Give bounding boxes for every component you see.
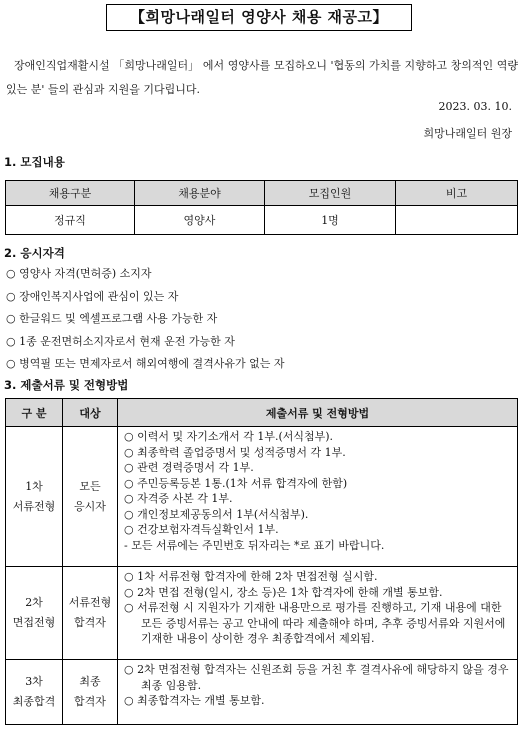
stage-cell: 2차 면접전형 [6,567,63,660]
list-item: ○ 주민등록등본 1통.(1차 서류 합격자에 한함) [124,476,348,490]
signature: 희망나래일터 원장 [423,127,512,140]
list-item: ○ 한글워드 및 엑셀프로그램 사용 가능한 자 [6,312,218,325]
recruitment-table [5,180,518,235]
list-item: ○ 1종 운전면허소지자로서 현재 운전 가능한 자 [6,334,235,348]
list-item: ○ 영양사 자격(면허증) 소지자 [6,267,152,280]
stage-cell: 3차 최종합격 [6,660,63,725]
section-heading-documents: 3. 제출서류 및 전형방법 [4,378,129,392]
col-header: 채용분야 [135,181,265,206]
col-header: 구 분 [6,399,63,427]
table-cell [396,206,518,235]
col-header: 대상 [63,399,118,427]
list-item: ○ 최종합격자는 개별 통보함. [124,694,265,707]
list-item: ○ 서류전형 시 지원자가 기재한 내용만으로 평가를 진행하고, 기재 내용에 대한 모든 증빙서류는 공고 안내에 따라 제출해야 하며, 추후 증빙서류와 지원서에 기재한 내용이 상이한 경우 최종합격에서 제외됨. [124,601,506,645]
list-item: ○ 최종학력 졸업증명서 및 성적증명서 각 1부. [124,445,346,459]
process-table [5,398,518,725]
list-item: ○ 1차 서류전형 합격자에 한해 2차 면접전형 실시함. [124,570,378,583]
notice-date: 2023. 03. 10. [438,100,512,113]
table-row [6,660,518,725]
section-heading-recruitment: 1. 모집내용 [4,155,65,169]
documents-cell [118,660,518,725]
list-item: - 모든 서류에는 주민번호 뒤자리는 *로 표기 바랍니다. [124,538,385,552]
list-item: ○ 병역필 또는 면제자로서 해외여행에 결격사유가 없는 자 [6,357,285,370]
section-heading-qualifications: 2. 응시자격 [4,246,65,260]
table-cell: 영양사 [135,206,265,235]
table-cell: 정규직 [6,206,135,235]
list-item: ○ 자격증 사본 각 1부. [124,492,233,505]
col-header: 채용구분 [6,181,135,206]
list-item: ○ 2차 면접 전형(일시, 장소 등)은 1차 합격자에 한해 개별 통보함. [124,585,443,599]
documents-cell [118,427,518,567]
table-cell: 1명 [265,206,396,235]
notice-title: 【희망나래일터 영양사 채용 재공고】 [106,4,412,31]
table-row [6,567,518,660]
col-header: 비고 [396,181,518,206]
list-item: ○ 2차 면접전형 합격자는 신원조회 등을 거친 후 결격사유에 해당하지 않을 경우 최종 임용함. [124,663,509,692]
list-item: ○ 이력서 및 자기소개서 각 1부.(서식첨부). [124,430,334,443]
list-item: ○ 관련 경력증명서 각 1부. [124,461,254,474]
qualification-list [6,263,284,376]
table-row [6,427,518,567]
list-item: ○ 장애인복지사업에 관심이 있는 자 [6,289,179,303]
intro-paragraph: 장애인직업재활시설 「희망나래일터」 에서 영양사를 모집하오니 '협동의 가치를 지향하고 창의적인 역량 있는 분' 들의 관심과 지원을 기다립니다. [6,59,518,96]
list-item: ○ 개인정보제공동의서 1부(서식첨부). [124,507,309,521]
target-cell: 최종 합격자 [63,660,118,725]
target-cell: 모든 응시자 [63,427,118,567]
col-header: 제출서류 및 전형방법 [118,399,518,427]
documents-cell [118,567,518,660]
list-item: ○ 건강보험자격득실확인서 1부. [124,523,279,536]
target-cell: 서류전형 합격자 [63,567,118,660]
stage-cell: 1차 서류전형 [6,427,63,567]
col-header: 모집인원 [265,181,396,206]
